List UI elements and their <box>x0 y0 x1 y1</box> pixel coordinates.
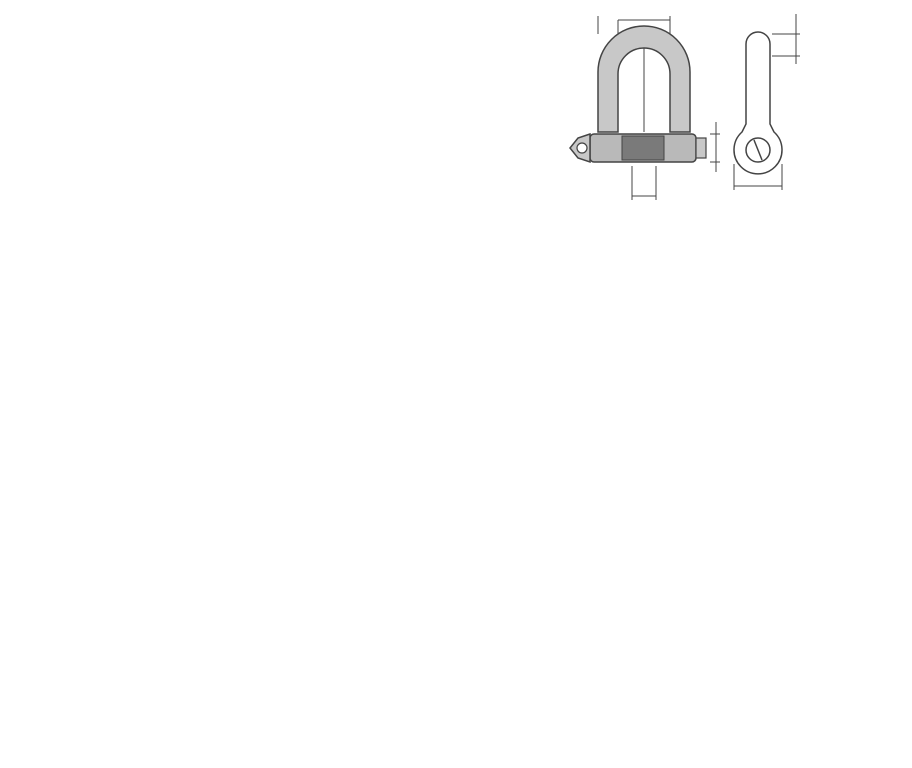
shackle-diagram <box>560 4 870 204</box>
